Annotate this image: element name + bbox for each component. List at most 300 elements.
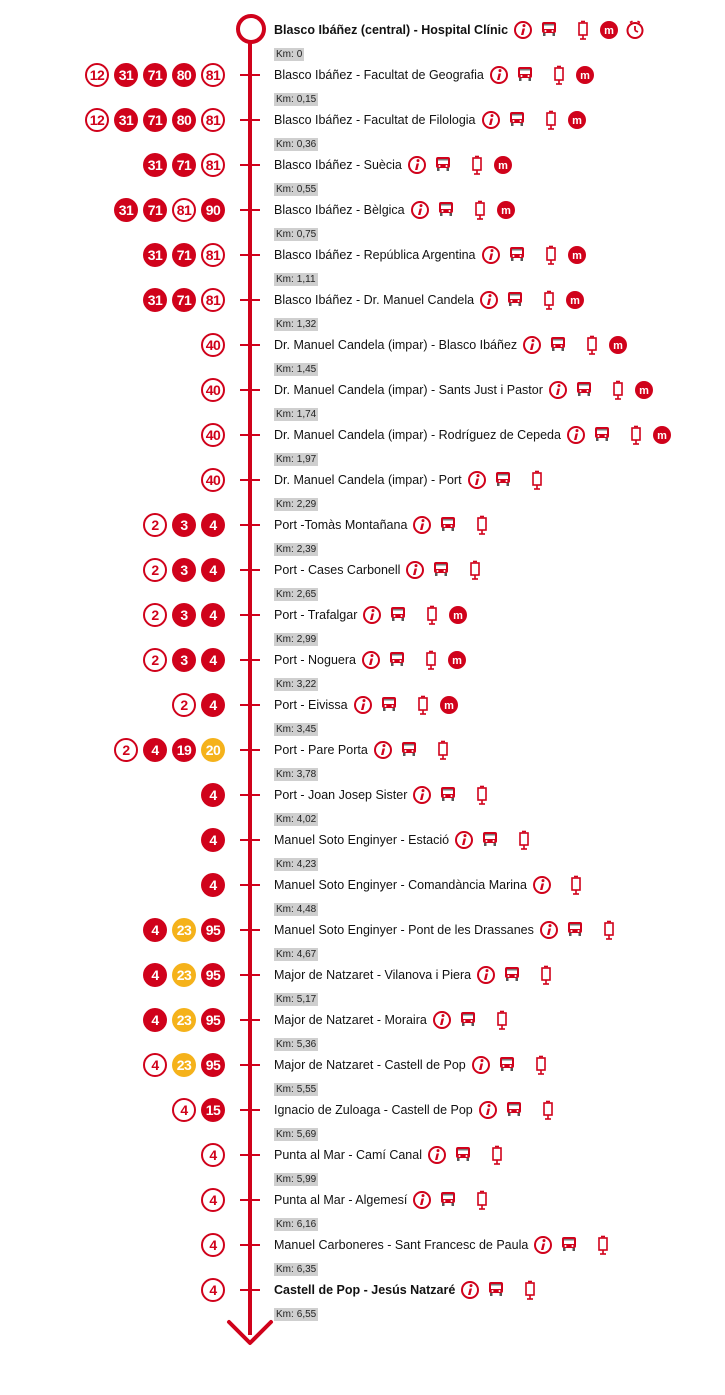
stop-row[interactable] <box>0 423 725 468</box>
line-badge-31[interactable]: 31 <box>143 153 167 177</box>
info-icon[interactable] <box>412 515 432 535</box>
stop-tick <box>240 974 260 976</box>
metro-icon <box>493 155 513 175</box>
bus-shelter-icon <box>399 740 419 760</box>
info-icon[interactable] <box>522 335 542 355</box>
stop-info <box>274 378 660 421</box>
line-badges <box>114 198 225 222</box>
info-icon[interactable] <box>405 560 425 580</box>
stop-row[interactable] <box>0 198 725 243</box>
line-badge-4[interactable]: 4 <box>201 558 225 582</box>
info-icon[interactable] <box>548 380 568 400</box>
km-label: Km: <box>276 229 294 240</box>
line-badge-81[interactable]: 81 <box>201 243 225 267</box>
stop-amenity-icons <box>353 695 465 715</box>
km-label: Km: <box>276 94 294 105</box>
metro-icon <box>567 245 587 265</box>
info-icon[interactable] <box>407 155 427 175</box>
line-badge-4[interactable]: 4 <box>143 1008 167 1032</box>
line-badge-4[interactable]: 4 <box>172 1098 196 1122</box>
bus-stop-pole-icon <box>608 380 628 400</box>
stop-name[interactable]: Blasco Ibáñez - Dr. Manuel Candela <box>274 293 475 307</box>
line-badges <box>85 63 225 87</box>
info-icon[interactable] <box>432 1010 452 1030</box>
stop-tick <box>240 119 260 121</box>
info-icon[interactable] <box>566 425 586 445</box>
stop-amenity-icons <box>481 245 593 265</box>
stop-row[interactable] <box>0 1188 725 1233</box>
stop-name[interactable]: Blasco Ibáñez - República Argentina <box>274 248 476 262</box>
stop-row[interactable] <box>0 603 725 648</box>
bus-stop-pole-icon <box>566 875 586 895</box>
line-badge-2[interactable]: 2 <box>143 558 167 582</box>
line-badge-2[interactable]: 2 <box>143 513 167 537</box>
info-icon[interactable] <box>476 965 496 985</box>
svg-text:m: m <box>657 429 667 442</box>
line-badge-31[interactable]: 31 <box>114 63 138 87</box>
stop-row[interactable] <box>0 1098 725 1143</box>
line-badge-31[interactable]: 31 <box>143 288 167 312</box>
metro-icon <box>608 335 628 355</box>
metro-icon <box>447 650 467 670</box>
km-value: 0,36 <box>296 139 317 150</box>
stop-row[interactable] <box>0 648 725 693</box>
stop-km <box>274 1263 318 1276</box>
stop-km <box>274 543 318 556</box>
bus-stop-pole-icon <box>487 1145 507 1165</box>
km-value: 5,69 <box>296 1129 317 1140</box>
stop-tick <box>240 344 260 346</box>
stop-row[interactable] <box>0 18 725 63</box>
bus-shelter-icon <box>453 1145 473 1165</box>
metro-icon <box>652 425 672 445</box>
stop-info <box>274 288 591 331</box>
info-icon[interactable] <box>454 830 474 850</box>
stop-row[interactable] <box>0 243 725 288</box>
stop-amenity-icons <box>532 875 592 895</box>
stop-km <box>274 48 304 61</box>
line-badge-71[interactable]: 71 <box>172 153 196 177</box>
info-icon[interactable] <box>412 1190 432 1210</box>
info-icon[interactable] <box>361 650 381 670</box>
stop-row[interactable] <box>0 333 725 378</box>
svg-text:m: m <box>571 114 582 127</box>
stop-name[interactable]: Castell de Pop - Jesús Natzaré <box>274 1283 456 1297</box>
line-badge-2[interactable]: 2 <box>172 693 196 717</box>
stop-name[interactable]: Punta al Mar - Algemesí <box>274 1193 408 1207</box>
stop-name[interactable]: Dr. Manuel Candela (impar) - Rodríguez de Cepeda <box>274 428 561 442</box>
line-badges <box>85 108 225 132</box>
line-badge-40[interactable]: 40 <box>201 333 225 357</box>
stop-amenity-icons <box>412 515 498 535</box>
stop-name[interactable]: Manuel Soto Enginyer - Estació <box>274 833 450 847</box>
line-badge-4[interactable]: 4 <box>201 648 225 672</box>
km-label: Km: <box>276 859 294 870</box>
km-label: Km: <box>276 994 294 1005</box>
km-value: 1,97 <box>296 454 317 465</box>
line-badge-71[interactable]: 71 <box>143 198 167 222</box>
stop-name[interactable]: Manuel Carboneres - Sant Francesc de Paula <box>274 1238 529 1252</box>
metro-icon <box>439 695 459 715</box>
line-badge-23[interactable]: 23 <box>172 1008 196 1032</box>
line-badge-95[interactable]: 95 <box>201 1053 225 1077</box>
line-badge-95[interactable]: 95 <box>201 963 225 987</box>
line-badge-80[interactable]: 80 <box>172 63 196 87</box>
line-badge-4[interactable]: 4 <box>201 603 225 627</box>
line-badges <box>143 1053 225 1077</box>
line-badges <box>143 153 225 177</box>
stop-row[interactable] <box>0 873 725 918</box>
clock-icon[interactable] <box>625 20 645 40</box>
bus-stop-pole-icon <box>539 290 559 310</box>
stop-row[interactable] <box>0 1008 725 1053</box>
info-icon[interactable] <box>412 785 432 805</box>
stop-row[interactable] <box>0 1143 725 1188</box>
stop-name[interactable]: Blasco Ibáñez - Facultat de Geografia <box>274 68 484 82</box>
line-badge-4[interactable]: 4 <box>143 1053 167 1077</box>
km-value: 4,02 <box>296 814 317 825</box>
stop-info <box>274 468 553 511</box>
km-value: 6,16 <box>296 1219 317 1230</box>
stop-amenity-icons <box>548 380 660 400</box>
line-badge-19[interactable]: 19 <box>172 738 196 762</box>
bus-shelter-icon <box>507 245 527 265</box>
stop-name[interactable]: Blasco Ibáñez - Suècia <box>274 158 402 172</box>
line-badge-3[interactable]: 3 <box>172 513 196 537</box>
stop-amenity-icons <box>471 1055 557 1075</box>
stop-row[interactable] <box>0 828 725 873</box>
bus-shelter-icon <box>387 650 407 670</box>
stop-amenity-icons <box>467 470 553 490</box>
line-badges <box>143 648 225 672</box>
stop-km <box>274 1173 318 1186</box>
stop-row[interactable] <box>0 783 725 828</box>
line-badge-12[interactable]: 12 <box>85 108 109 132</box>
stop-row[interactable] <box>0 153 725 198</box>
line-badge-23[interactable]: 23 <box>172 918 196 942</box>
bus-stop-pole-icon <box>538 1100 558 1120</box>
stop-name[interactable]: Port - Eivissa <box>274 698 348 712</box>
stop-name[interactable]: Punta al Mar - Camí Canal <box>274 1148 422 1162</box>
line-badge-81[interactable]: 81 <box>172 198 196 222</box>
stop-row[interactable] <box>0 693 725 738</box>
bus-shelter-icon <box>388 605 408 625</box>
line-badge-80[interactable]: 80 <box>172 108 196 132</box>
stop-amenity-icons <box>427 1145 513 1165</box>
stop-row[interactable] <box>0 918 725 963</box>
stop-name[interactable]: Port - Pare Porta <box>274 743 368 757</box>
stop-tick <box>240 1199 260 1201</box>
stop-amenity-icons <box>460 1280 546 1300</box>
stop-name[interactable]: Dr. Manuel Candela (impar) - Sants Just i Pastor <box>274 383 543 397</box>
info-icon[interactable] <box>471 1055 491 1075</box>
line-badge-95[interactable]: 95 <box>201 918 225 942</box>
line-badge-4[interactable]: 4 <box>201 693 225 717</box>
bus-shelter-icon <box>497 1055 517 1075</box>
line-badges <box>201 1143 225 1167</box>
line-badge-81[interactable]: 81 <box>201 108 225 132</box>
km-label: Km: <box>276 904 294 915</box>
bus-shelter-icon <box>539 20 559 40</box>
bus-stop-pole-icon <box>549 65 569 85</box>
bus-shelter-icon <box>436 200 456 220</box>
line-badges <box>143 918 225 942</box>
stop-row[interactable] <box>0 1233 725 1278</box>
bus-stop-pole-icon <box>582 335 602 355</box>
line-badge-3[interactable]: 3 <box>172 648 196 672</box>
km-label: Km: <box>276 1219 294 1230</box>
stop-row[interactable] <box>0 513 725 558</box>
stop-amenity-icons <box>412 1190 498 1210</box>
bus-stop-pole-icon <box>467 155 487 175</box>
stop-info <box>274 693 465 736</box>
info-icon[interactable] <box>489 65 509 85</box>
bus-stop-pole-icon <box>573 20 593 40</box>
line-badge-40[interactable]: 40 <box>201 468 225 492</box>
km-value: 1,45 <box>296 364 317 375</box>
info-icon[interactable] <box>533 1235 553 1255</box>
line-badge-2[interactable]: 2 <box>143 648 167 672</box>
line-badge-4[interactable]: 4 <box>201 1278 225 1302</box>
stop-tick <box>240 1289 260 1291</box>
bus-shelter-icon <box>548 335 568 355</box>
line-badge-4[interactable]: 4 <box>201 1188 225 1212</box>
bus-stop-pole-icon <box>472 515 492 535</box>
stop-amenity-icons <box>478 1100 564 1120</box>
stop-km <box>274 93 318 106</box>
line-badge-81[interactable]: 81 <box>201 288 225 312</box>
stop-name[interactable]: Manuel Soto Enginyer - Pont de les Drassanes <box>274 923 534 937</box>
stop-km <box>274 813 318 826</box>
stop-km <box>274 183 318 196</box>
line-badge-15[interactable]: 15 <box>201 1098 225 1122</box>
km-label: Km: <box>276 274 294 285</box>
bus-shelter-icon <box>565 920 585 940</box>
line-badge-4[interactable]: 4 <box>143 963 167 987</box>
stop-info <box>274 873 592 916</box>
line-badges <box>201 873 225 897</box>
line-badge-4[interactable]: 4 <box>201 828 225 852</box>
km-value: 5,36 <box>296 1039 317 1050</box>
stop-name[interactable]: Port - Noguera <box>274 653 356 667</box>
stop-name[interactable]: Blasco Ibáñez - Bèlgica <box>274 203 405 217</box>
stop-amenity-icons <box>373 740 459 760</box>
stop-km <box>274 588 318 601</box>
stop-km <box>274 1038 318 1051</box>
line-badge-4[interactable]: 4 <box>143 738 167 762</box>
stop-name[interactable]: Port -Tomàs Montañana <box>274 518 408 532</box>
stop-amenity-icons <box>566 425 678 445</box>
line-badge-23[interactable]: 23 <box>172 963 196 987</box>
bus-shelter-icon <box>438 785 458 805</box>
bus-shelter-icon <box>438 1190 458 1210</box>
km-label: Km: <box>276 409 294 420</box>
stop-km <box>274 903 318 916</box>
stop-tick <box>240 704 260 706</box>
info-icon[interactable] <box>532 875 552 895</box>
svg-text:m: m <box>638 384 649 397</box>
stop-amenity-icons <box>479 290 591 310</box>
info-icon[interactable] <box>410 200 430 220</box>
line-badge-90[interactable]: 90 <box>201 198 225 222</box>
line-badge-4[interactable]: 4 <box>201 783 225 807</box>
stop-km <box>274 1218 318 1231</box>
bus-shelter-icon <box>433 155 453 175</box>
info-icon[interactable] <box>479 290 499 310</box>
bus-shelter-icon <box>438 515 458 535</box>
km-label: Km: <box>276 544 294 555</box>
line-badge-4[interactable]: 4 <box>201 873 225 897</box>
km-value: 4,23 <box>296 859 317 870</box>
km-value: 0,15 <box>296 94 317 105</box>
stop-km <box>274 948 318 961</box>
stop-amenity-icons <box>432 1010 518 1030</box>
stop-name[interactable]: Blasco Ibáñez (central) - Hospital Clínic <box>274 23 509 37</box>
line-badges <box>172 693 225 717</box>
line-badge-31[interactable]: 31 <box>143 243 167 267</box>
km-value: 2,39 <box>296 544 317 555</box>
stop-info <box>274 828 540 871</box>
line-badge-81[interactable]: 81 <box>201 153 225 177</box>
km-label: Km: <box>276 454 294 465</box>
info-icon[interactable] <box>353 695 373 715</box>
km-label: Km: <box>276 139 294 150</box>
stop-km <box>274 633 318 646</box>
metro-icon <box>496 200 516 220</box>
bus-stop-pole-icon <box>472 1190 492 1210</box>
stop-row[interactable] <box>0 108 725 153</box>
stop-info <box>274 1143 513 1186</box>
line-badges <box>201 378 225 402</box>
stop-name[interactable]: Port - Trafalgar <box>274 608 358 622</box>
stop-row[interactable] <box>0 1278 725 1323</box>
line-badge-40[interactable]: 40 <box>201 423 225 447</box>
line-badge-3[interactable]: 3 <box>172 558 196 582</box>
line-badge-4[interactable]: 4 <box>143 918 167 942</box>
bus-stop-pole-icon <box>433 740 453 760</box>
stop-info <box>274 198 522 241</box>
stop-amenity-icons <box>513 20 651 40</box>
stop-row[interactable] <box>0 468 725 513</box>
stop-name[interactable]: Major de Natzaret - Moraira <box>274 1013 427 1027</box>
stop-info <box>274 153 519 196</box>
stop-tick <box>240 1109 260 1111</box>
line-badge-40[interactable]: 40 <box>201 378 225 402</box>
stop-row[interactable] <box>0 1053 725 1098</box>
info-icon[interactable] <box>478 1100 498 1120</box>
info-icon[interactable] <box>539 920 559 940</box>
line-badge-31[interactable]: 31 <box>114 198 138 222</box>
line-badge-71[interactable]: 71 <box>143 63 167 87</box>
stop-name[interactable]: Dr. Manuel Candela (impar) - Blasco Ibáñez <box>274 338 518 352</box>
stop-km <box>274 498 318 511</box>
km-label: Km: <box>276 499 294 510</box>
stop-tick <box>240 434 260 436</box>
stop-amenity-icons <box>454 830 540 850</box>
km-value: 6,35 <box>296 1264 317 1275</box>
stop-name[interactable]: Dr. Manuel Candela (impar) - Port <box>274 473 462 487</box>
stop-info <box>274 1188 498 1231</box>
stop-info <box>274 1278 546 1321</box>
km-label: Km: <box>276 1309 294 1320</box>
stop-amenity-icons <box>410 200 522 220</box>
line-badge-95[interactable]: 95 <box>201 1008 225 1032</box>
line-badge-23[interactable]: 23 <box>172 1053 196 1077</box>
bus-stop-pole-icon <box>470 200 490 220</box>
info-icon[interactable] <box>427 1145 447 1165</box>
stop-km <box>274 228 318 241</box>
km-value: 2,29 <box>296 499 317 510</box>
line-badge-20[interactable]: 20 <box>201 738 225 762</box>
line-badge-2[interactable]: 2 <box>114 738 138 762</box>
info-icon[interactable] <box>467 470 487 490</box>
stop-name[interactable]: Major de Natzaret - Vilanova i Piera <box>274 968 472 982</box>
line-badge-4[interactable]: 4 <box>201 1143 225 1167</box>
stop-name[interactable]: Port - Cases Carbonell <box>274 563 401 577</box>
line-badge-81[interactable]: 81 <box>201 63 225 87</box>
line-badge-71[interactable]: 71 <box>172 288 196 312</box>
bus-stop-pole-icon <box>520 1280 540 1300</box>
line-badge-12[interactable]: 12 <box>85 63 109 87</box>
line-badge-4[interactable]: 4 <box>201 513 225 537</box>
km-value: 4,67 <box>296 949 317 960</box>
stop-row[interactable] <box>0 738 725 783</box>
line-badge-3[interactable]: 3 <box>172 603 196 627</box>
info-icon[interactable] <box>460 1280 480 1300</box>
stop-km <box>274 138 318 151</box>
km-label: Km: <box>276 949 294 960</box>
stop-name[interactable]: Blasco Ibáñez - Facultat de Filologia <box>274 113 476 127</box>
stop-row[interactable] <box>0 558 725 603</box>
stop-info <box>274 963 562 1006</box>
bus-shelter-icon <box>559 1235 579 1255</box>
stop-amenity-icons <box>362 605 474 625</box>
stop-row[interactable] <box>0 963 725 1008</box>
line-badge-4[interactable]: 4 <box>201 1233 225 1257</box>
info-icon[interactable] <box>481 245 501 265</box>
stop-name[interactable]: Manuel Soto Enginyer - Comandància Marina <box>274 878 527 892</box>
stop-tick <box>240 524 260 526</box>
line-badges <box>201 783 225 807</box>
line-badge-31[interactable]: 31 <box>114 108 138 132</box>
bus-shelter-icon <box>458 1010 478 1030</box>
bus-shelter-icon <box>431 560 451 580</box>
svg-text:m: m <box>613 339 624 352</box>
km-value: 5,17 <box>296 994 317 1005</box>
stop-name[interactable]: Ignacio de Zuloaga - Castell de Pop <box>274 1103 473 1117</box>
km-label: Km: <box>276 1129 294 1140</box>
stop-km <box>274 453 318 466</box>
km-value: 5,99 <box>296 1174 317 1185</box>
stop-info <box>274 1053 557 1096</box>
stop-km <box>274 1083 318 1096</box>
bus-stop-pole-icon <box>472 785 492 805</box>
stop-row[interactable] <box>0 63 725 108</box>
info-icon[interactable] <box>513 20 533 40</box>
line-badge-71[interactable]: 71 <box>143 108 167 132</box>
line-badge-71[interactable]: 71 <box>172 243 196 267</box>
stop-name[interactable]: Port - Joan Josep Sister <box>274 788 408 802</box>
line-badge-2[interactable]: 2 <box>143 603 167 627</box>
stop-row[interactable] <box>0 288 725 333</box>
stop-name[interactable]: Major de Natzaret - Castell de Pop <box>274 1058 466 1072</box>
info-icon[interactable] <box>481 110 501 130</box>
bus-shelter-icon <box>379 695 399 715</box>
info-icon[interactable] <box>373 740 393 760</box>
info-icon[interactable] <box>362 605 382 625</box>
stop-row[interactable] <box>0 378 725 423</box>
bus-stop-pole-icon <box>531 1055 551 1075</box>
